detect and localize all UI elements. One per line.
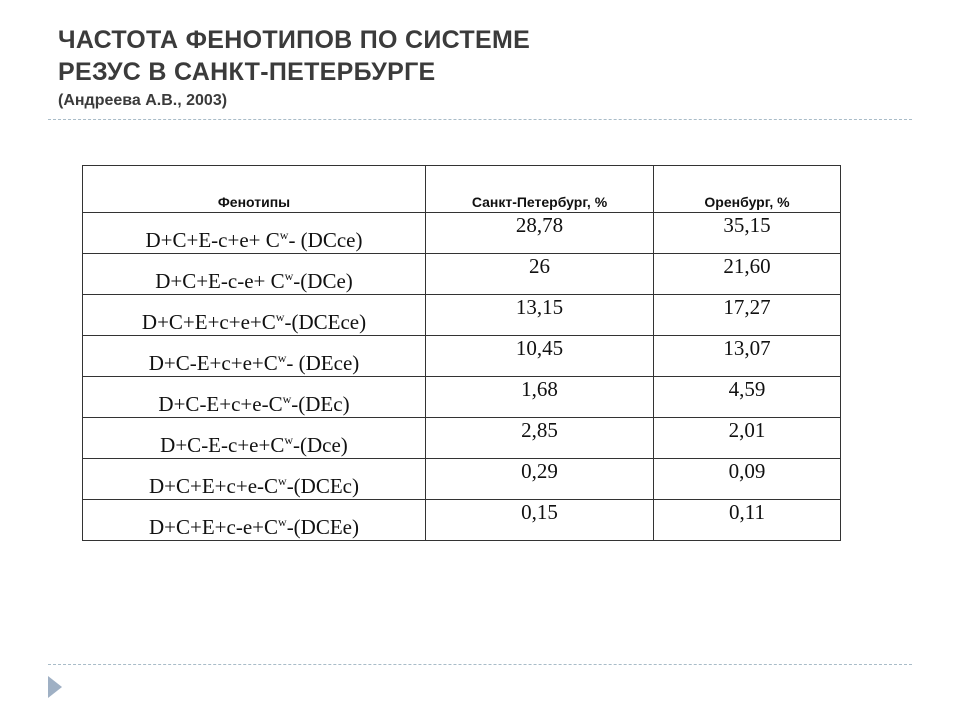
saint-petersburg-value: 2,85 [426, 418, 654, 459]
table-row [83, 254, 841, 295]
slide-title-line-2: РЕЗУС В САНКТ-ПЕТЕРБУРГЕ [58, 58, 436, 86]
phenotype-frequency-table [82, 165, 841, 541]
orenburg-value: 35,15 [654, 213, 841, 254]
saint-petersburg-value: 0,29 [426, 459, 654, 500]
saint-petersburg-value: 13,15 [426, 295, 654, 336]
phenotype-superscript: w [278, 515, 287, 529]
table-row [83, 459, 841, 500]
phenotype-suffix: - (DEce) [286, 351, 360, 375]
phenotype-cell [83, 295, 426, 336]
bottom-divider [48, 664, 912, 665]
phenotype-cell [83, 377, 426, 418]
phenotype-suffix: -(DCe) [293, 269, 353, 293]
phenotype-superscript: w [284, 433, 294, 447]
triangle-bullet-icon [48, 676, 62, 698]
top-divider [48, 119, 912, 120]
header-orenburg: Оренбург, % [654, 166, 841, 213]
phenotype-suffix: -(Dce) [293, 433, 348, 457]
phenotype-suffix: - (DCce) [288, 228, 363, 252]
orenburg-value: 0,11 [654, 500, 841, 541]
phenotype-cell [83, 336, 426, 377]
slide-title-line-1: ЧАСТОТА ФЕНОТИПОВ ПО СИСТЕМЕ [58, 26, 531, 54]
phenotype-suffix: -(DCEce) [284, 310, 367, 334]
phenotype-cell [83, 254, 426, 295]
phenotype-cell [83, 213, 426, 254]
table-row [83, 295, 841, 336]
phenotype-text: D+C+E-c+e+ C [145, 228, 280, 252]
phenotype-cell [83, 418, 426, 459]
orenburg-value: 17,27 [654, 295, 841, 336]
header-saint-petersburg: Санкт-Петербург, % [426, 166, 654, 213]
phenotype-cell [83, 459, 426, 500]
slide-title-block [58, 24, 530, 112]
phenotype-suffix: -(DEc) [291, 392, 350, 416]
orenburg-value: 13,07 [654, 336, 841, 377]
phenotype-text: D+C+E+c-e+C [149, 515, 279, 539]
phenotype-suffix: -(DCEe) [286, 515, 359, 539]
saint-petersburg-value: 1,68 [426, 377, 654, 418]
table-row [83, 418, 841, 459]
phenotype-text: D+C-E+c+e-C [158, 392, 283, 416]
phenotype-text: D+C+E-c-e+ C [155, 269, 285, 293]
orenburg-value: 2,01 [654, 418, 841, 459]
phenotype-text: D+C+E+c+e+C [141, 310, 276, 334]
saint-petersburg-value: 28,78 [426, 213, 654, 254]
orenburg-value: 0,09 [654, 459, 841, 500]
phenotype-superscript: w [279, 228, 289, 242]
orenburg-value: 4,59 [654, 377, 841, 418]
saint-petersburg-value: 10,45 [426, 336, 654, 377]
phenotype-cell [83, 500, 426, 541]
table-header-row [83, 166, 841, 213]
saint-petersburg-value: 0,15 [426, 500, 654, 541]
saint-petersburg-value: 26 [426, 254, 654, 295]
orenburg-value: 21,60 [654, 254, 841, 295]
phenotype-superscript: w [278, 474, 287, 488]
table-row [83, 213, 841, 254]
header-phenotypes: Фенотипы [83, 166, 426, 213]
phenotype-superscript: w [282, 392, 292, 406]
phenotype-superscript: w [277, 351, 287, 365]
phenotype-superscript: w [284, 269, 294, 283]
phenotype-superscript: w [275, 310, 285, 324]
phenotype-suffix: -(DCEc) [286, 474, 359, 498]
phenotype-text: D+C+E+c+e-C [149, 474, 279, 498]
phenotype-text: D+C-E+c+e+C [148, 351, 278, 375]
phenotype-text: D+C-E-c+e+C [160, 433, 285, 457]
table-row [83, 336, 841, 377]
table-row [83, 500, 841, 541]
slide-subtitle-citation: (Андреева А.В., 2003) [58, 92, 228, 109]
table-row [83, 377, 841, 418]
